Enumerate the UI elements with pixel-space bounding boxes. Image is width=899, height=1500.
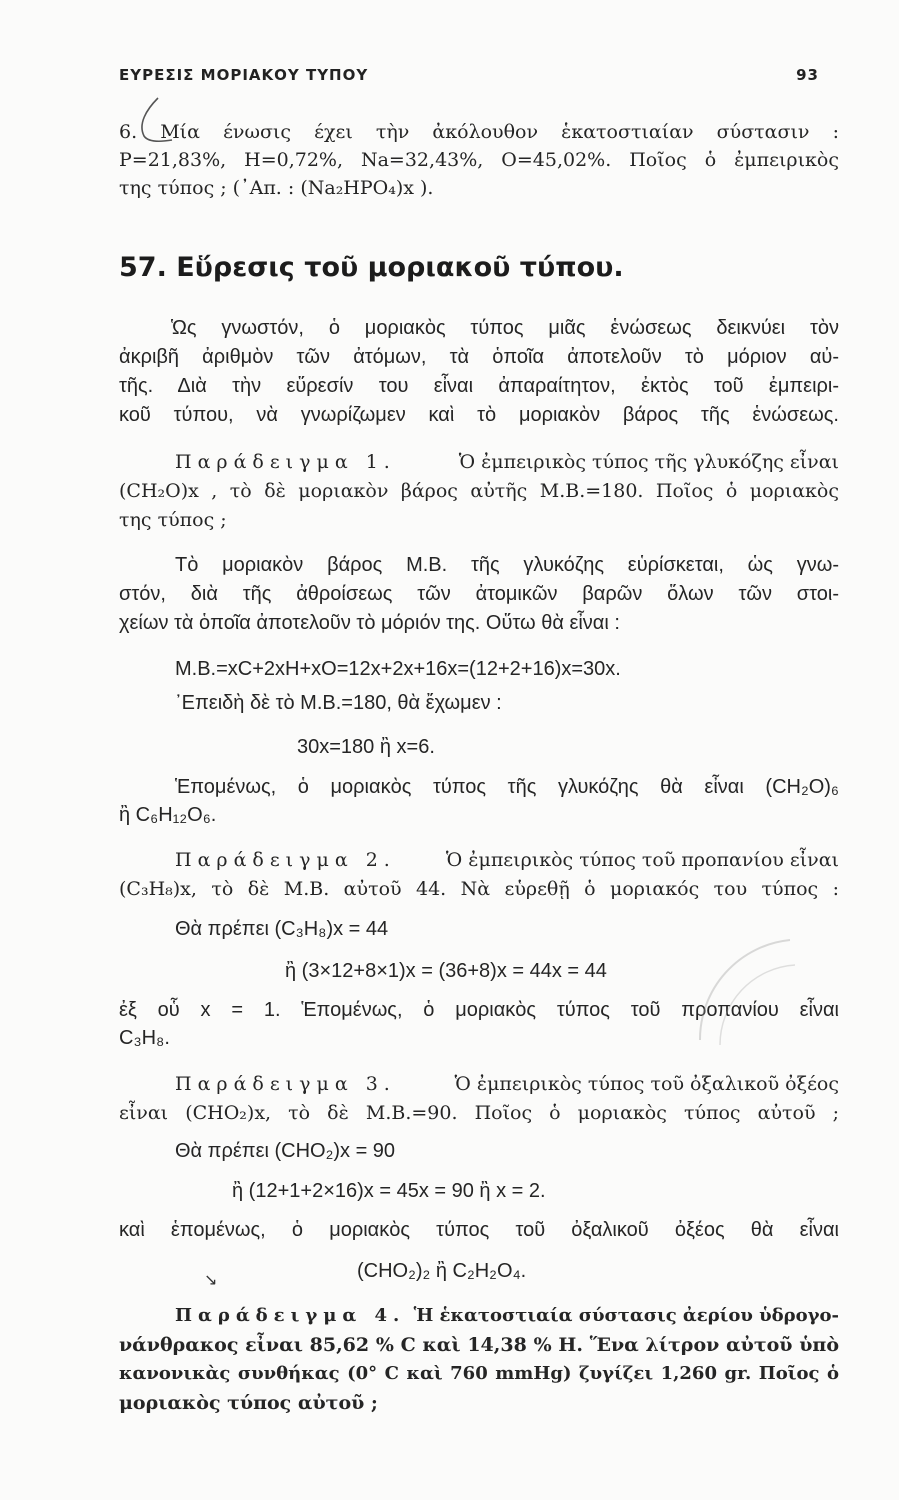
intro-line-1: Ὡς γνωστόν, ὁ μοριακὸς τύπος μιᾶς ἑνώσεως δεικνύει τὸν bbox=[171, 317, 839, 339]
example-2-equation-1: Θὰ πρέπει (C₃H₈)x = 44 bbox=[175, 918, 389, 940]
example-3-line-2: εἶναι (CHO₂)x, τὸ δὲ Μ.Β.=90. Ποῖος ὁ μοριακὸς τύπος αὐτοῦ ; bbox=[119, 1102, 839, 1124]
example-1-line-2: (CH₂O)x , τὸ δὲ μοριακὸν βάρος αὐτῆς Μ.Β.=180. Ποῖος ὁ μοριακὸς bbox=[119, 480, 839, 502]
example-4-label: Παράδειγμα 4. bbox=[175, 1305, 406, 1326]
running-title: ΕΥΡΕΣΙΣ ΜΟΡΙΑΚΟΥ ΤΥΠΟΥ bbox=[119, 66, 369, 84]
intro-line-3: τῆς. Διὰ τὴν εὕρεσίν του εἶναι ἀπαραίτητον, ἐκτὸς τοῦ ἐμπειρι- bbox=[119, 375, 839, 397]
example-3-conclusion-2: (CHO₂)₂ ἢ C₂H₂O₄. bbox=[357, 1260, 527, 1282]
exercise-6-line-2: P=21,83%, H=0,72%, Na=32,43%, O=45,02%. Ποῖος ὁ ἐμπειρικὸς bbox=[119, 149, 839, 171]
example-3-conclusion-1: καὶ ἑπομένως, ὁ μοριακὸς τύπος τοῦ ὀξαλικοῦ ὀξέος θὰ εἶναι bbox=[119, 1219, 839, 1241]
example-3-equation-2: ἢ (12+1+2×16)x = 45x = 90 ἢ x = 2. bbox=[232, 1180, 546, 1202]
example-2-conclusion-2: C₃H₈. bbox=[119, 1027, 170, 1049]
example-1-conclusion-1: Ἑπομένως, ὁ μοριακὸς τύπος τῆς γλυκόζης θὰ εἶναι (CH₂O)₆ bbox=[175, 776, 839, 798]
example-2-heading bbox=[175, 846, 839, 874]
example-3-equation-1: Θὰ πρέπει (CHO₂)x = 90 bbox=[175, 1140, 396, 1162]
example-3-label: Παράδειγμα 3. bbox=[175, 1073, 396, 1095]
exercise-6-line-3: της τύπος ; (᾿Απ. : (Na₂HPO₄)x ). bbox=[119, 177, 434, 199]
example-2-line-2: (C₃H₈)x, τὸ δὲ Μ.Β. αὐτοῦ 44. Νὰ εὑρεθῇ ὁ μοριακός του τύπος : bbox=[119, 878, 839, 900]
example-2-label: Παράδειγμα 2. bbox=[175, 849, 396, 871]
example-1-label: Παράδειγμα 1. bbox=[175, 451, 396, 473]
example-4-line-3: κανονικὰς συνθήκας (0° C καὶ 760 mmHg) ζυγίζει 1,260 gr. Ποῖος ὁ bbox=[119, 1363, 839, 1384]
example-4-line-1: Ἡ ἑκατοστιαία σύστασις ἀερίου ὑδρογο- bbox=[413, 1305, 839, 1326]
example-2-line-1: Ὁ ἐμπειρικὸς τύπος τοῦ προπανίου εἶναι bbox=[445, 849, 839, 871]
example-4-heading bbox=[175, 1302, 839, 1330]
intro-line-4: κοῦ τύπου, νὰ γνωρίζωμεν καὶ τὸ μοριακὸν βάρος τῆς ἑνώσεως. bbox=[119, 404, 839, 426]
example-3-line-1: Ὁ ἐμπειρικὸς τύπος τοῦ ὀξαλικοῦ ὀξέος bbox=[454, 1073, 839, 1095]
running-header bbox=[119, 66, 819, 96]
library-stamp-icon bbox=[690, 930, 800, 1050]
example-1-body-2: στόν, διὰ τῆς ἀθροίσεως τῶν ἀτομικῶν βαρῶν ὅλων τῶν στοι- bbox=[119, 583, 839, 605]
example-1-line-1: Ὁ ἐμπειρικὸς τύπος τῆς γλυκόζης εἶναι bbox=[458, 451, 839, 473]
example-4-line-4: μοριακὸς τύπος αὐτοῦ ; bbox=[119, 1392, 378, 1414]
page-number: 93 bbox=[796, 66, 819, 84]
example-1-line-3: της τύπος ; bbox=[119, 509, 227, 531]
example-2-conclusion-1: ἐξ οὗ x = 1. Ἑπομένως, ὁ μοριακὸς τύπος τοῦ προπανίου εἶναι bbox=[119, 999, 839, 1021]
example-1-equation-1: Μ.Β.=xC+2xH+xO=12x+2x+16x=(12+2+16)x=30x. bbox=[175, 658, 621, 680]
intro-line-2: ἀκριβῆ ἀριθμὸν τῶν ἀτόμων, τὰ ὁποῖα ἀποτελοῦν τὸ μόριον αὐ- bbox=[119, 346, 839, 368]
example-1-equation-2: ᾿Επειδὴ δὲ τὸ Μ.Β.=180, θὰ ἔχωμεν : bbox=[175, 692, 502, 714]
example-1-conclusion-2: ἢ C₆H₁₂O₆. bbox=[119, 804, 217, 826]
example-4-line-2: νάνθρακος εἶναι 85,62 % C καὶ 14,38 % H. Ἕνα λίτρον αὐτοῦ ὑπὸ bbox=[119, 1334, 839, 1356]
example-1-body-1: Τὸ μοριακὸν βάρος Μ.Β. τῆς γλυκόζης εὑρίσκεται, ὡς γνω- bbox=[175, 554, 839, 576]
section-heading: 57. Εὕρεσις τοῦ μοριακοῦ τύπου. bbox=[119, 252, 624, 283]
exercise-6-line-1: 6. Μία ένωσις έχει τὴν ἀκόλουθον ἑκατοστιαίαν σύστασιν : bbox=[119, 121, 839, 143]
example-3-heading bbox=[175, 1070, 839, 1098]
example-1-body-3: χείων τὰ ὁποῖα ἀποτελοῦν τὸ μόριόν της. Οὕτω θὰ εἶναι : bbox=[119, 612, 620, 634]
example-1-equation-3: 30x=180 ἢ x=6. bbox=[297, 736, 435, 758]
example-1-heading bbox=[175, 448, 839, 476]
example-2-equation-2: ἢ (3×12+8×1)x = (36+8)x = 44x = 44 bbox=[285, 960, 607, 982]
pencil-tick-icon: ↘ bbox=[204, 1270, 218, 1289]
